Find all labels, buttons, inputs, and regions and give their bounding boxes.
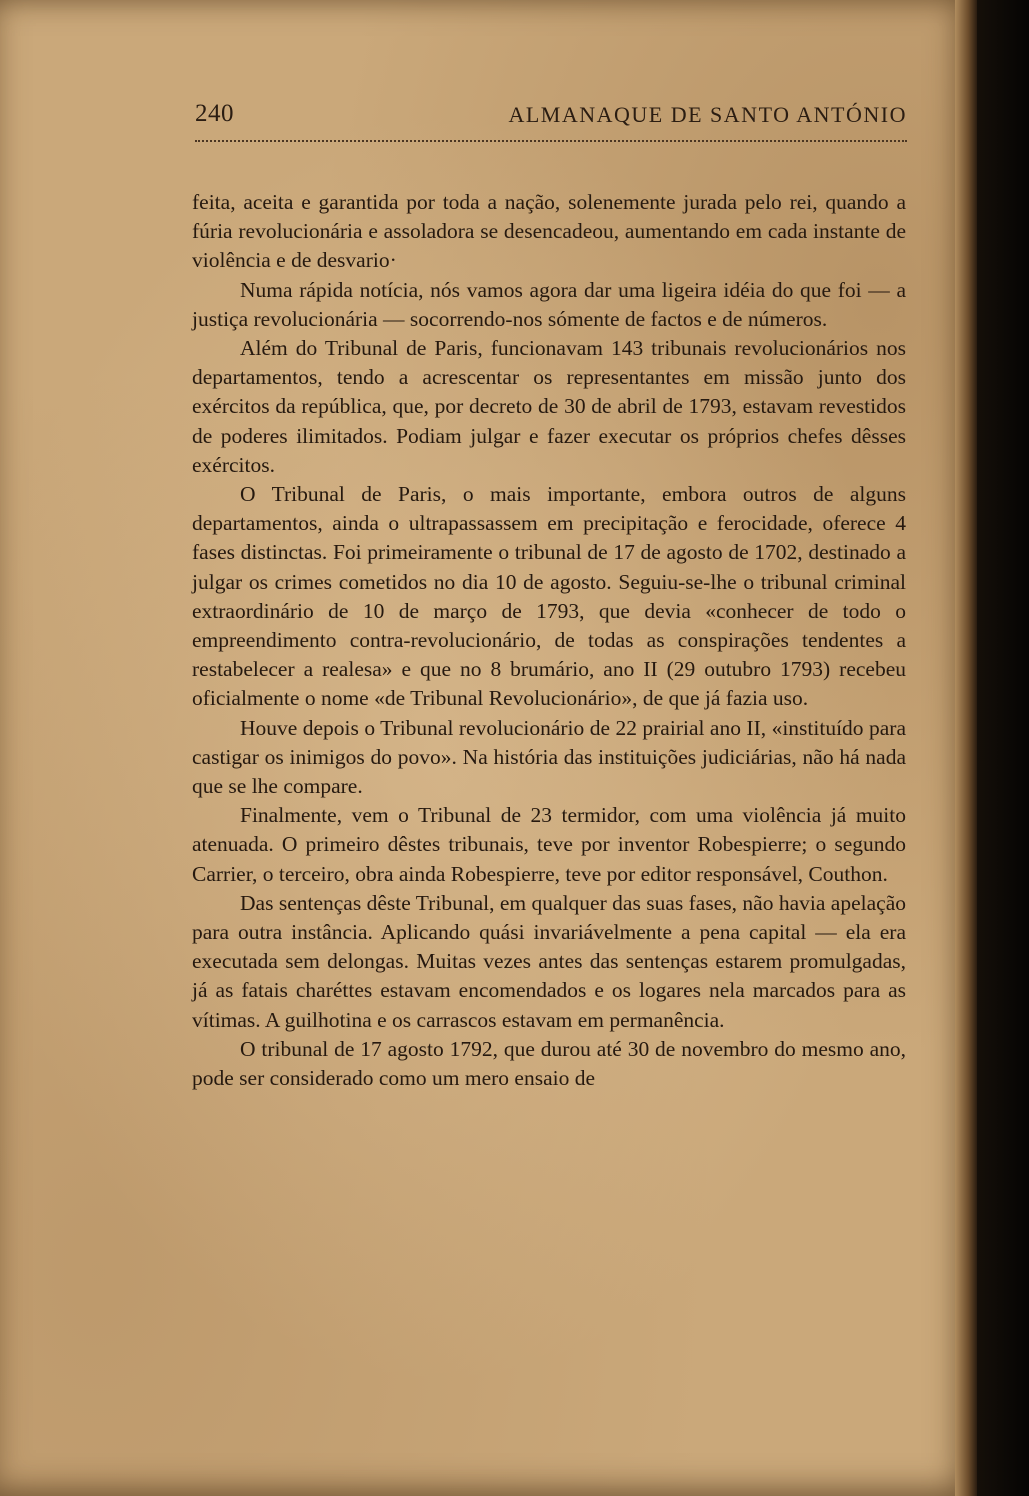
page-number: 240 [195, 100, 234, 127]
paragraph: Houve depois o Tribunal revolucionário de 22 prairial ano II, «instituído para castigar os inimigos do povo». Na história das instituições judiciárias, não há nada que se lhe compare. [192, 715, 906, 799]
header-rule [195, 140, 907, 142]
paragraph: Finalmente, vem o Tribunal de 23 termidor, com uma violência já muito atenuada. O primeiro dêstes tribunais, teve por inventor Robespierre; o segundo Carrier, o terceiro, obra ainda Robespierre, teve por editor responsável, Couthon. [192, 803, 906, 886]
page-header [195, 100, 907, 140]
paragraph: feita, aceita e garantida por toda a nação, solenemente jurada pelo rei, quando a fúria revolucionária e assoladora se desencadeou, aumentando em cada instante de violência e de desvario· [192, 190, 906, 273]
paragraph: Das sentenças dêste Tribunal, em qualquer das suas fases, não havia apelação para outra instância. Aplicando quási invariávelmente a pena capital — ela era executada sem delongas. Muitas vezes antes das sentenças estarem promulgadas, já as fatais charéttes estavam encomendados e os logares nela marcados para as vítimas. A guilhotina e os carrascos estavam em permanência. [192, 890, 906, 1032]
page-gutter [955, 0, 977, 1496]
paragraph: Numa rápida notícia, nós vamos agora dar uma ligeira idéia do que foi — a justiça revolucionária — socorrendo-nos sómente de factos e de números. [192, 277, 906, 331]
body-text [192, 188, 906, 1093]
running-title: ALMANAQUE DE SANTO ANTÓNIO [508, 102, 907, 127]
paragraph: O Tribunal de Paris, o mais importante, embora outros de alguns departamentos, ainda o ultrapassassem em precipitação e ferocidade, oferece 4 fases distinctas. Foi primeiramente o tribunal de 17 de agosto de 1702, destinado a julgar os crimes cometidos no dia 10 de agosto. Seguiu-se-lhe o tribunal criminal extraordinário de 10 de março de 1793, que devia «conhecer de todo o empreendimento contra-revolucionário, de todas as conspirações tendentes a restabelecer a realesa» e que no 8 brumário, ano II (29 outubro 1793) recebeu oficialmente o nome «de Tribunal Revolucionário», de que já fazia uso. [192, 482, 906, 711]
scan-dark-edge [977, 0, 1029, 1496]
paragraph: Além do Tribunal de Paris, funcionavam 143 tribunais revolucionários nos departamentos, tendo a acrescentar os representantes em missão junto dos exércitos da república, que, por decreto de 30 de abril de 1793, estavam revestidos de poderes ilimitados. Podiam julgar e fazer executar os próprios chefes dêsses exércitos. [192, 336, 906, 477]
paragraph: O tribunal de 17 agosto 1792, que durou até 30 de novembro do mesmo ano, pode ser considerado como um mero ensaio de [192, 1036, 906, 1091]
